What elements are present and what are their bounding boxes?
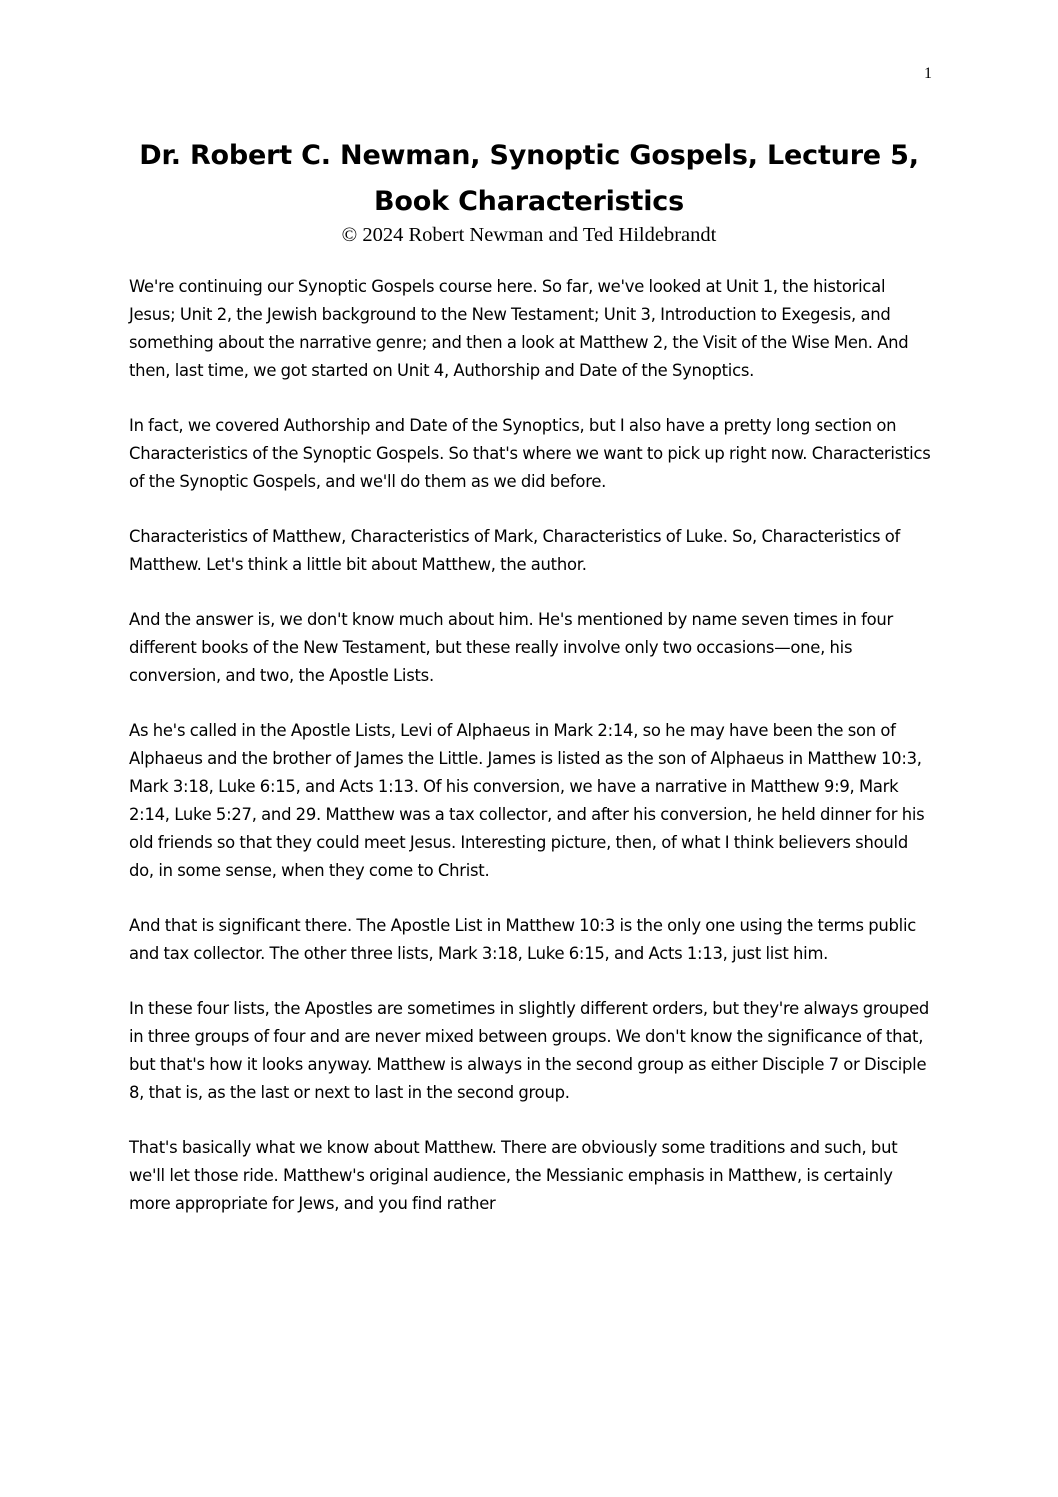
paragraph: Characteristics of Matthew, Characteristics of Mark, Characteristics of Luke. So, Characteristics of Matthew. Let's think a little bit about Matthew, the author. <box>129 527 901 574</box>
paragraph: In fact, we covered Authorship and Date of the Synoptics, but I also have a pretty long section on Characteristics of the Synoptic Gospels. So that's where we want to pick up right now. Characteristics of the Synoptic Gospels, and we'll do them as we did before. <box>129 416 931 491</box>
page-number: 1 <box>924 65 932 82</box>
document-body <box>129 273 935 1245</box>
document-title: Dr. Robert C. Newman, Synoptic Gospels, Lecture 5, Book Characteristics <box>139 140 919 217</box>
paragraph: That's basically what we know about Matthew. There are obviously some traditions and such, but we'll let those ride. Matthew's original audience, the Messianic emphasis in Matthew, is certainly more appropriate for Jews, and you find rather <box>129 1138 898 1213</box>
copyright-line: © 2024 Robert Newman and Ted Hildebrandt <box>341 224 717 246</box>
paragraph: In these four lists, the Apostles are sometimes in slightly different orders, but they're always grouped in three groups of four and are never mixed between groups. We don't know the significance of that, but that's how it looks anyway. Matthew is always in the second group as either Disciple 7 or Disciple 8, that is, as the last or next to last in the second group. <box>129 999 930 1102</box>
paragraph: As he's called in the Apostle Lists, Levi of Alphaeus in Mark 2:14, so he may have been the son of Alphaeus and the brother of James the Little. James is listed as the son of Alphaeus in Matthew 10:3, Mark 3:18, Luke 6:15, and Acts 1:13. Of his conversion, we have a narrative in Matthew 9:9, Mark 2:14, Luke 5:27, and 29. Matthew was a tax collector, and after his conversion, he held dinner for his old friends so that they could meet Jesus. Interesting picture, then, of what I think believers should do, in some sense, when they come to Christ. <box>129 721 925 880</box>
paragraph: And that is significant there. The Apostle List in Matthew 10:3 is the only one using the terms public and tax collector. The other three lists, Mark 3:18, Luke 6:15, and Acts 1:13, just list him. <box>129 916 917 963</box>
paragraph: And the answer is, we don't know much about him. He's mentioned by name seven times in four different books of the New Testament, but these really involve only two occasions—one, his conversion, and two, the Apostle Lists. <box>129 610 894 685</box>
paragraph: We're continuing our Synoptic Gospels course here. So far, we've looked at Unit 1, the historical Jesus; Unit 2, the Jewish background to the New Testament; Unit 3, Introduction to Exegesis, and something about the narrative genre; and then a look at Matthew 2, the Visit of the Wise Men. And then, last time, we got started on Unit 4, Authorship and Date of the Synoptics. <box>129 277 909 380</box>
